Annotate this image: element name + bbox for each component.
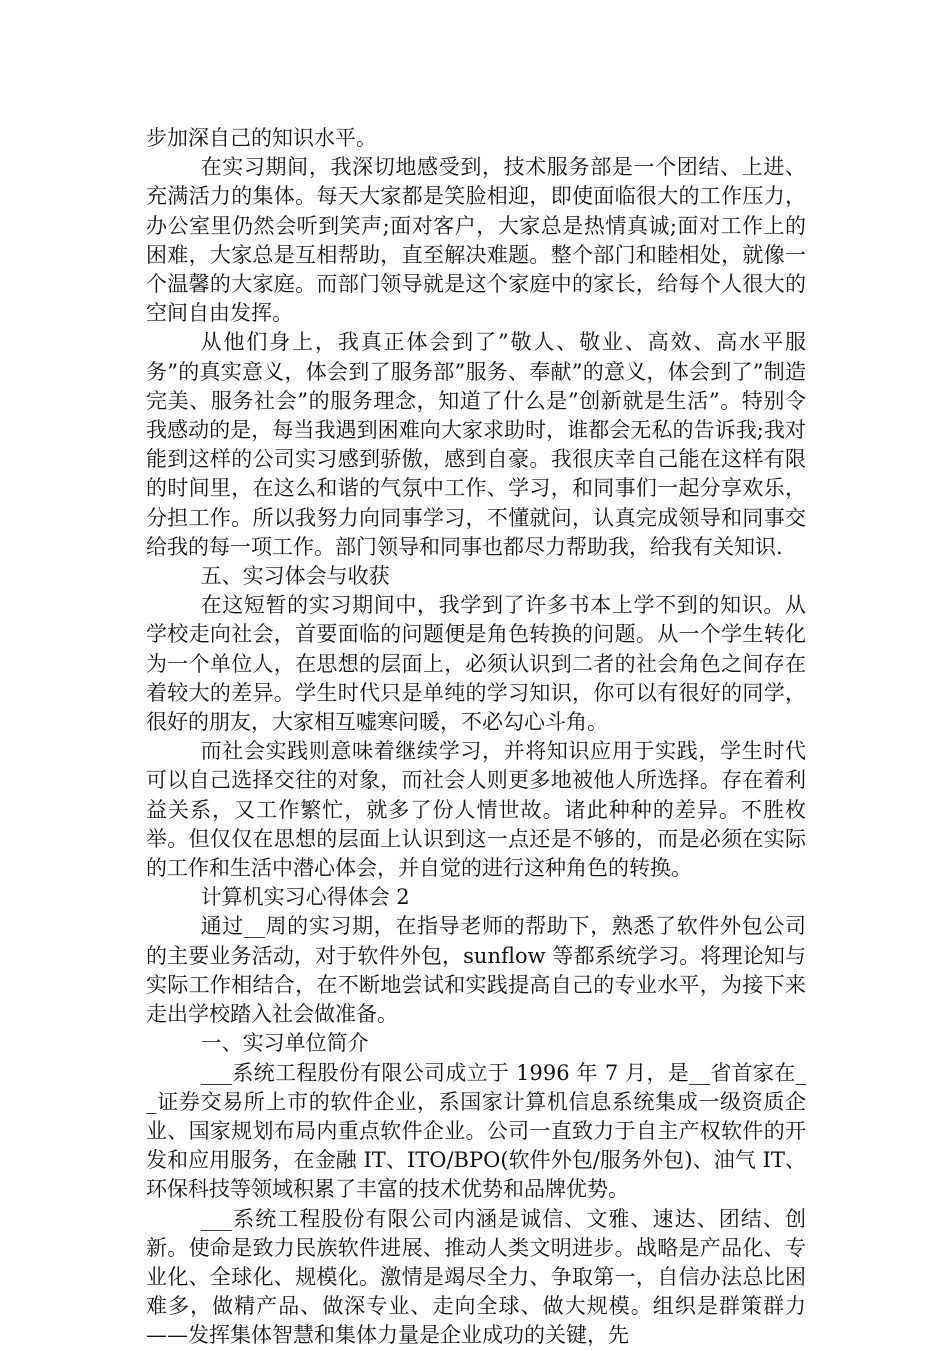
- document-body: [146, 124, 806, 1351]
- paragraph-internship-intro: 通过__周的实习期，在指导老师的帮助下，熟悉了软件外包公司的主要业务活动，对于软件外包，sunflow 等都系统学习。将理论知与实际工作相结合，在不断地尝试和实践提高自己的专业水平，为接下来走出学校踏入社会做准备。: [146, 914, 806, 1027]
- paragraph-social-practice: 而社会实践则意味着继续学习，并将知识应用于实践，学生时代可以自己选择交往的对象，而社会人则更多地被他人所选择。存在着利益关系，又工作繁忙，就多了份人情世故。诸此种种的差异。不胜枚举。但仅仅在思想的层面上认识到这一点还是不够的，而是必须在实际的工作和生活中潜心体会，并自觉的进行这种角色的转换。: [146, 739, 806, 881]
- paragraph-continuation: 步加深自己的知识水平。: [146, 126, 377, 150]
- essay-title-2: 计算机实习心得体会 2: [200, 885, 410, 910]
- paragraph-service-values: 从他们身上，我真正体会到了”敬人、敬业、高效、高水平服务”的真实意义，体会到了服务部”服务、奉献”的意义，体会到了”制造完美、服务社会”的服务理念，知道了什么是”创新就是生活”。特别令我感动的是，每当我遇到困难向大家求助时，谁都会无私的告诉我;我对能到这样的公司实习感到骄傲，感到自豪。我很庆幸自己能在这样有限的时间里，在这么和谐的气氛中工作、学习，和同事们一起分享欢乐，分担工作。所以我努力向同事学习，不懂就问，认真完成领导和同事交给我的每一项工作。部门领导和同事也都尽力帮助我，给我有关知识.: [146, 330, 806, 559]
- section-heading-internship-gains: 五、实习体会与收获: [200, 564, 390, 589]
- paragraph-company-overview: ___系统工程股份有限公司成立于 1996 年 7 月，是__省首家在__证券交易所上市的软件企业，系国家计算机信息系统集成一级资质企业、国家规划布局内重点软件企业。公司一直致力于自主产权软件的开发和应用服务，在金融 IT、ITO/BPO(软件外包/服务外包)、油气 IT、环保科技等领域积累了丰富的技术优势和品牌优势。: [146, 1060, 806, 1202]
- paragraph-team-atmosphere: 在实习期间，我深切地感受到，技术服务部是一个团结、上进、充满活力的集体。每天大家都是笑脸相迎，即使面临很大的工作压力，办公室里仍然会听到笑声;面对客户，大家总是热情真诚;面对工作上的困难，大家总是互相帮助，直至解决难题。整个部门和睦相处，就像一个温馨的大家庭。而部门领导就是这个家庭中的家长，给每个人很大的空间自由发挥。: [146, 155, 806, 326]
- paragraph-company-culture: ___系统工程股份有限公司内涵是诚信、文雅、速达、团结、创新。使命是致力民族软件进展、推动人类文明进步。战略是产品化、专业化、全球化、规模化。激情是竭尽全力、争取第一，自信办法总比困难多，做精产品、做深专业、走向全球、做大规模。组织是群策群力——发挥集体智慧和集体力量是企业成功的关键，先: [146, 1206, 806, 1348]
- section-heading-company-intro: 一、实习单位简介: [200, 1031, 369, 1056]
- paragraph-role-transition: 在这短暂的实习期间中，我学到了许多书本上学不到的知识。从学校走向社会，首要面临的问题便是角色转换的问题。从一个学生转化为一个单位人，在思想的层面上，必须认识到二者的社会角色之间存在着较大的差异。学生时代只是单纯的学习知识，你可以有很好的同学，很好的朋友，大家相互嘘寒问暖，不必勾心斗角。: [146, 593, 806, 735]
